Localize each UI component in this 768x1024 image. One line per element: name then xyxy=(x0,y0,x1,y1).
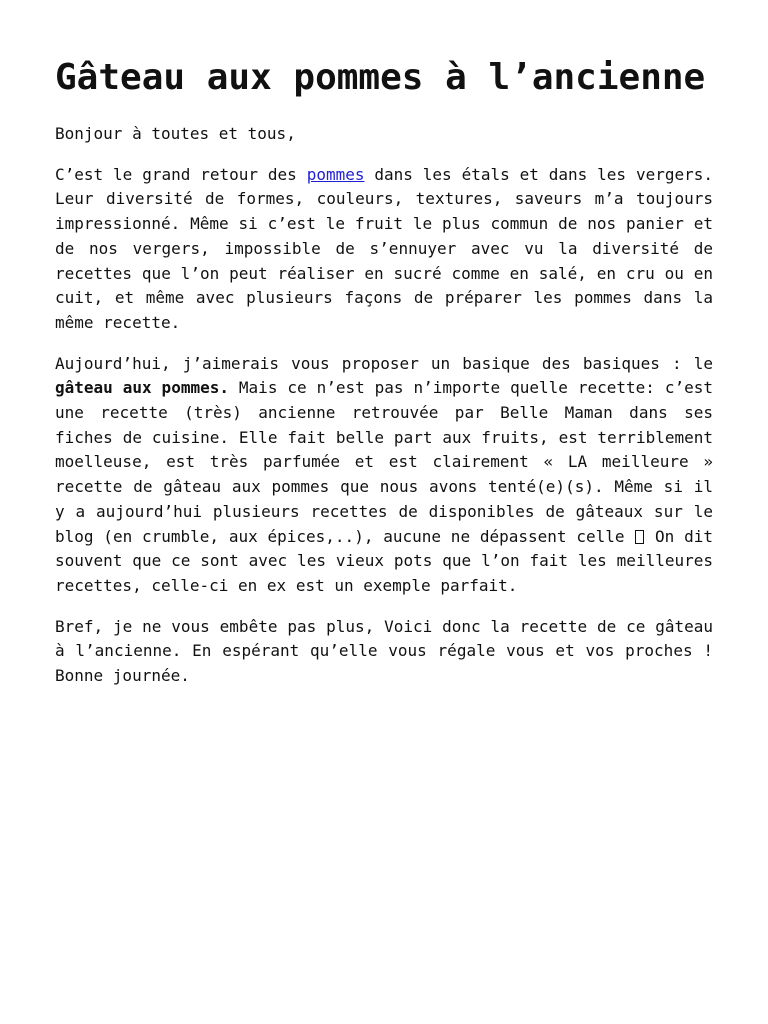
article-title: Gâteau aux pommes à l’ancienne xyxy=(55,57,706,98)
intro-text-end: dans les étals et dans les vergers. Leur diversité de formes, couleurs, textures, saveurs m’a toujours impressionné. Même si c’est le fruit le plus commun de nos panier et de nos vergers, impossible de s’ennuyer avec vu la diversité de recettes que l’on peut réaliser en sucré comme en salé, en cru ou en cuit, et même avec plusieurs façons de préparer les pommes dans la même recette. xyxy=(55,164,714,332)
article xyxy=(55,54,713,705)
missing-emoji-icon xyxy=(635,530,644,544)
recipe-intro-text-middle: Mais ce n’est pas n’importe quelle recette: c’est une recette (très) ancienne retrouvée par Belle Maman dans ses fiches de cuisine. Elle fait belle part aux fruits, est terriblement moelleuse, est très parfumée et est clairement « LA meilleure » recette de gâteau aux pommes que nous avons tenté(e)(s). Même si il y a aujourd’hui plusieurs recettes de disponibles de gâteaux sur le blog (en crumble, aux épices,..), aucune ne dépassent celle xyxy=(55,378,713,546)
recipe-name-bold: gâteau aux pommes. xyxy=(55,378,229,398)
intro-text-start: C’est le grand retour des xyxy=(55,164,307,184)
recipe-intro-paragraph xyxy=(55,352,713,599)
intro-paragraph xyxy=(55,163,713,336)
recipe-intro-text-start: Aujourd’hui, j’aimerais vous proposer un basique des basiques : le xyxy=(55,353,713,373)
recipe-intro-text-end: On dit souvent que ce sont avec les vieux pots que l’on fait les meilleures recettes, celle-ci en ex est un exemple parfait. xyxy=(55,526,713,595)
greeting-paragraph: Bonjour à toutes et tous, xyxy=(55,124,296,143)
pommes-link[interactable]: pommes xyxy=(306,164,365,184)
closing-paragraph: Bref, je ne vous embête pas plus, Voici donc la recette de ce gâteau à l’ancienne. En espérant qu’elle vous régale vous et vos proches ! Bonne journée. xyxy=(55,616,713,686)
